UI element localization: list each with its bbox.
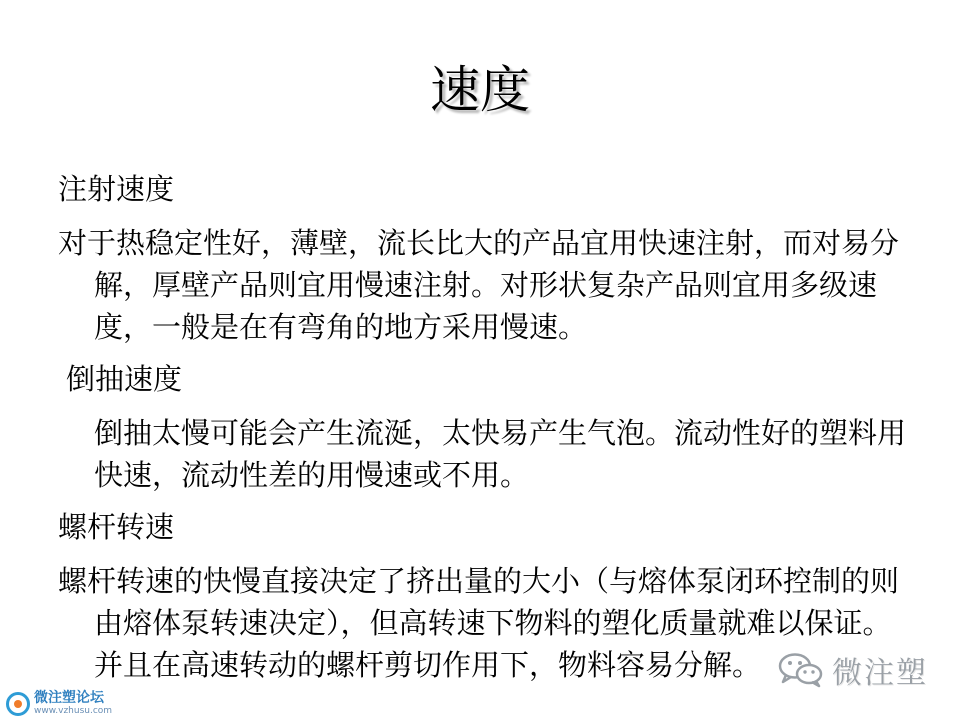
watermark-text: 微注塑: [832, 656, 928, 691]
section-text-injection-speed: 对于热稳定性好，薄壁，流长比大的产品宜用快速注射，而对易分解，厚壁产品则宜用慢速注射。对形状复杂产品则宜用多级速度，一般是在有弯角的地方采用慢速。: [58, 226, 900, 344]
slide-content: [58, 168, 908, 696]
site-logo-name: 微注塑论坛: [34, 690, 104, 706]
logo-icon: [6, 692, 30, 716]
site-logo-url: www.vzhusu.com: [34, 706, 113, 716]
slide-title: 速度: [430, 61, 530, 119]
section-text-suckback-speed: 倒抽太慢可能会产生流涎，太快易产生气泡。流动性好的塑料用快速，流动性差的用慢速或不用。: [94, 416, 907, 492]
section-heading-suckback-speed: 倒抽速度: [66, 362, 183, 396]
site-logo: [6, 691, 112, 716]
watermark: [778, 648, 928, 692]
wechat-icon: [778, 652, 824, 688]
section-heading-injection-speed: 注射速度: [58, 172, 175, 206]
section-heading-screw-speed: 螺杆转速: [58, 510, 175, 544]
section-text-screw-speed: 螺杆转速的快慢直接决定了挤出量的大小（与熔体泵闭环控制的则由熔体泵转速决定），但高转速下物料的塑化质量就难以保证。并且在高速转动的螺杆剪切作用下，物料容易分解。: [58, 564, 900, 682]
